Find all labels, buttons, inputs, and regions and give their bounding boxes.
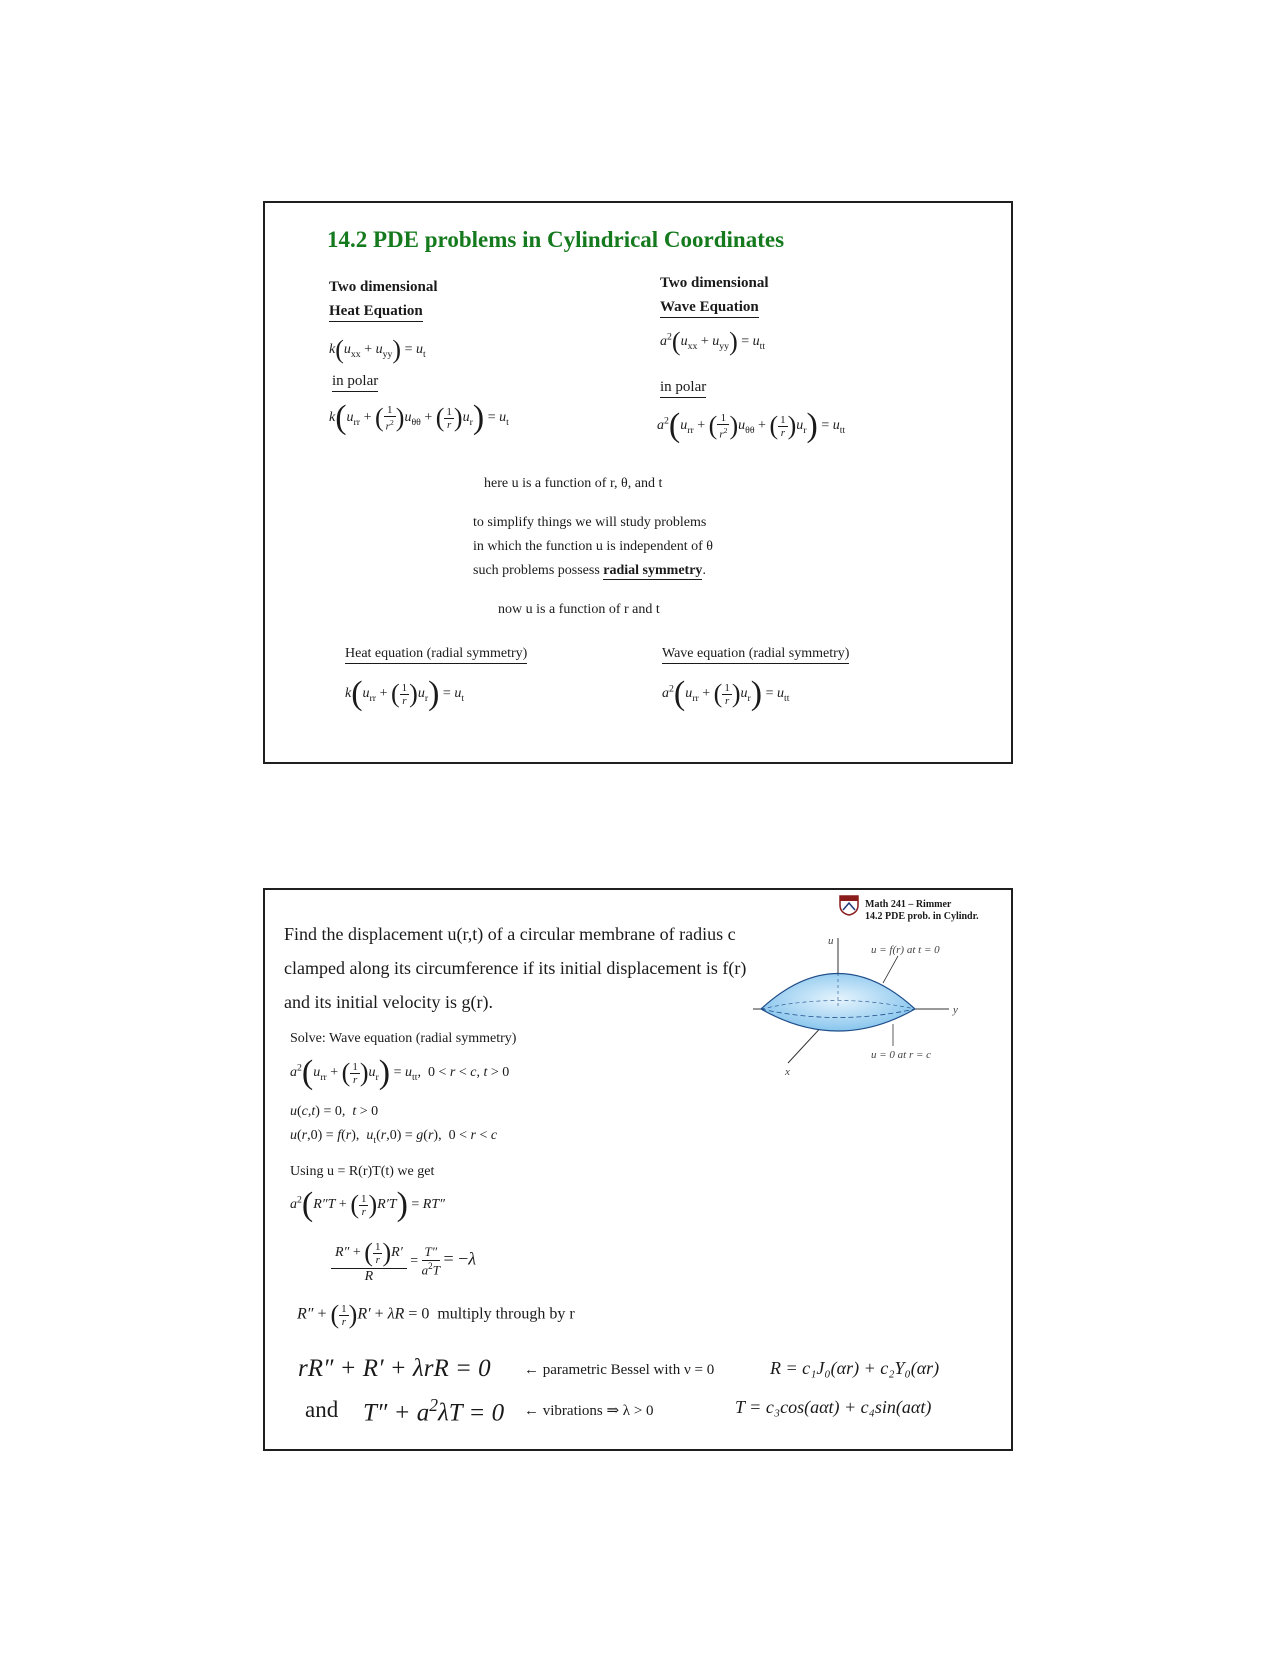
separated-equation: $a^2(R''T$ + ( $\frac{1}{r}$ )R′T) = RT″ xyxy=(290,1186,445,1223)
problem-line1: Find the displacement u(r,t) of a circular membrane of radius c xyxy=(284,924,736,944)
heat-equation-polar: $k(u_{rr}$ + ( $\frac{1}{r^2}$ )$u_{\theta\theta}$ + ( $\frac{1}{r}$ )$u_r) = u_t$ xyxy=(329,399,509,436)
simplify-line2: in which the function u is independent of θ xyxy=(473,539,713,554)
and-label: and xyxy=(305,1397,339,1422)
figure-bottom-note: u = 0 at r = c xyxy=(871,1049,932,1061)
slide-pde-cylindrical xyxy=(263,201,1013,764)
vibration-note: ← vibrations ⇒ λ > 0 xyxy=(524,1403,654,1419)
wave-radial-label: Wave equation (radial symmetry) xyxy=(662,646,849,664)
simplify-line1: to simplify things we will study problems xyxy=(473,515,707,530)
now-function-note: now u is a function of r and t xyxy=(498,602,660,617)
bessel-solution: R = c₁J₀(αr) + c₂Y₀(αr) xyxy=(770,1358,940,1378)
wave-equation-cartesian: $a^2(u_{xx} + u_{yy}) = u_{tt}$ xyxy=(660,327,766,356)
simplify-line3-prefix: such problems possess xyxy=(473,563,600,578)
wave-heading-line2: Wave Equation xyxy=(660,299,759,318)
figure-label-y: y xyxy=(953,1004,958,1016)
initial-conditions: u(r,0) = f(r), $u_t(r,0) = g(r)$, 0 < r < c xyxy=(290,1128,498,1146)
header-course: Math 241 – Rimmer xyxy=(865,899,952,910)
separation-label: Using u = R(r)T(t) we get xyxy=(290,1164,435,1179)
figure-label-x: x xyxy=(785,1066,790,1078)
wave-heading-line1: Two dimensional xyxy=(660,275,769,291)
time-equation: $T'' + a^2\lambda T = 0$ xyxy=(363,1395,505,1427)
problem-line3: and its initial velocity is g(r). xyxy=(284,992,493,1012)
multiply-note: multiply through by r xyxy=(437,1305,575,1323)
boundary-condition: u(c,t) = 0, t > 0 xyxy=(290,1104,379,1119)
heat-radial-label: Heat equation (radial symmetry) xyxy=(345,646,527,664)
simplify-line3: such problems possess radial symmetry. xyxy=(473,563,706,578)
radial-ode: R″ + ( $\frac{1}{r}$ )R′ + λR = 0 multiply through by r xyxy=(297,1300,575,1329)
slide-title: 14.2 PDE problems in Cylindrical Coordinates xyxy=(327,227,785,252)
wave-equation-polar: $a^2(u_{rr}$ + ( $\frac{1}{r^2}$ )$u_{\theta\theta}$ + ( $\frac{1}{r}$ )$u_r) = u_{tt}$ xyxy=(657,407,846,444)
heat-equation-cartesian: $k(u_{xx} + u_{yy}) = u_t$ xyxy=(329,335,426,364)
bessel-note: ← parametric Bessel with ν = 0 xyxy=(524,1362,715,1378)
heat-heading-line2: Heat Equation xyxy=(329,303,423,322)
slide-header xyxy=(865,899,979,923)
wave-in-polar-label: in polar xyxy=(660,379,706,398)
figure-top-note: u = f(r) at t = 0 xyxy=(871,944,940,956)
header-topic: 14.2 PDE prob. in Cylindr. xyxy=(865,911,979,922)
radial-symmetry-term: radial symmetry xyxy=(603,563,703,578)
ratio-equation: R″ + ( $\frac{1}{r}$ )R′ R = $\frac{T''}{a^2T}$ = −λ xyxy=(331,1238,476,1285)
time-solution: T = c₃cos(aαt) + c₄sin(aαt) xyxy=(735,1397,932,1417)
function-note: here u is a function of r, θ, and t xyxy=(484,476,663,491)
bessel-equation: rR″ + R′ + λrR = 0 xyxy=(298,1355,491,1382)
heat-heading-line1: Two dimensional xyxy=(329,279,438,295)
heat-in-polar-label: in polar xyxy=(332,373,378,392)
slide-circular-membrane xyxy=(263,888,1013,1451)
wave-radial-equation: $a^2(u_{rr}$ + ( $\frac{1}{r}$ )$u_r) = u_{tt}$ xyxy=(662,675,790,712)
wave-pde-statement: $a^2(u_{rr}$ + ( $\frac{1}{r}$ )$u_r) = u_{tt}$, 0 < r < c, t > 0 xyxy=(290,1054,510,1091)
membrane-dome xyxy=(761,974,915,1032)
problem-line2: clamped along its circumference if its initial displacement is f(r) xyxy=(284,958,747,978)
university-shield-icon xyxy=(838,894,860,916)
solve-label: Solve: Wave equation (radial symmetry) xyxy=(290,1031,517,1046)
figure-label-u: u xyxy=(828,935,834,947)
heat-radial-equation: $k(u_{rr}$ + ( $\frac{1}{r}$ )$u_r) = u_t$ xyxy=(345,675,465,712)
membrane-figure xyxy=(753,928,1003,1078)
